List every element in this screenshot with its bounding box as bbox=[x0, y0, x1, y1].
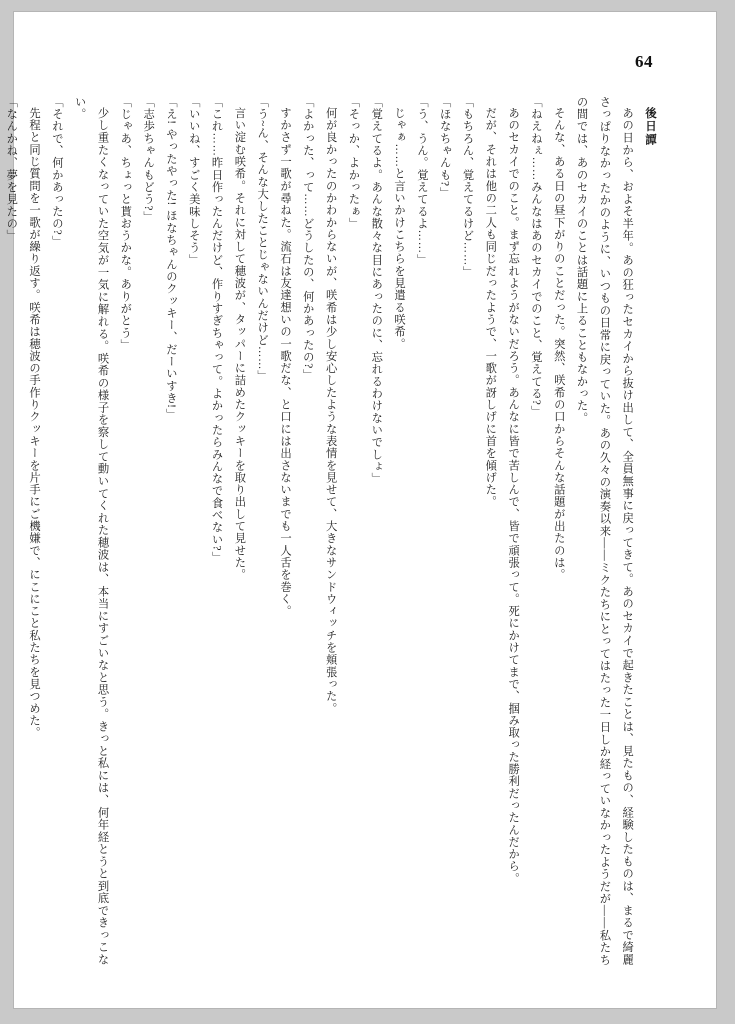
paragraph: あのセカイでのこと。まず忘れようがないだろう。あんなに皆で苦しんで、皆で頑張って。死にかけてまで、掴み取った勝利だったんだから。 bbox=[507, 107, 520, 885]
paragraph: 「これ……昨日作ったんだけど、作りすぎちゃって。よかったらみんなで食べない?」 bbox=[210, 96, 223, 564]
paragraph: 「いいね、すごく美味しそう」 bbox=[187, 96, 200, 267]
paragraph: 「じゃあ、ちょっと貰おうかな。ありがとう」 bbox=[119, 96, 132, 352]
paragraph: 「う、うん。覚えてるよ……」 bbox=[415, 96, 428, 267]
page-number: 64 bbox=[635, 52, 653, 71]
paragraph: そんな、ある日の昼下がりのことだった。突然、咲希の口からそんな話題が出たのは。 bbox=[552, 107, 565, 582]
body-text-column bbox=[5, 96, 661, 966]
paragraph: 「もちろん、覚えてるけど……」 bbox=[461, 96, 474, 279]
paragraph: 「ねえねぇ……みんなはあのセカイでのこと、覚えてる?」 bbox=[529, 96, 542, 418]
paragraph: あの日から、およそ半年。あの狂ったセカイから抜け出して、全員無事に戻ってきて。あのセカイで起きたことは、見たもの、経験したものは、まるで綺麗さっぱりなかったかのように、いつもの日常に戻っていた。あの久々の演奏以来――ミクたちにとってはたった一日しか経っていなかったようだが――私たちの間では、あのセカイのことは話題に上ることもなかった。 bbox=[575, 96, 634, 966]
paragraph: 「それで、何かあったの?」 bbox=[50, 96, 63, 248]
paragraph: 「志歩ちゃんもどう?」 bbox=[142, 96, 155, 224]
paragraph: 「ほなちゃんも?」 bbox=[438, 96, 451, 200]
paragraph: 「よかった、って……どうしたの、何かあったの?」 bbox=[301, 96, 314, 382]
paragraph: すかさず一歌が尋ねた。流石は友達想いの一歌だな、と口には出さないまでも一人舌を巻く。 bbox=[279, 107, 291, 618]
paragraph: 「なんかね、夢を見たの」 bbox=[5, 96, 18, 242]
paragraph: 「え! やったやった! ほなちゃんのクッキー、だーいすき!」 bbox=[164, 96, 177, 421]
paragraph: 先程と同じ質問を一歌が繰り返す。咲希は穂波の手作りクッキーを片手にご機嫌で、にこにこと私たちを見つめた。 bbox=[28, 107, 41, 740]
paragraph: 何が良かったのかわからないが、咲希は少し安心したような表情を見せて、大きなサンドウィッチを頬張った。 bbox=[324, 107, 337, 715]
paragraph: 「そっか、よかったぁ」 bbox=[347, 96, 360, 230]
paragraph: 「覚えてるよ。あんな散々な目にあったのに、忘れるわけないでしょ」 bbox=[370, 96, 383, 485]
paragraph: だが、それは他の二人も同じだったようで、一歌が訝しげに首を傾げた。 bbox=[484, 107, 497, 509]
paragraph: 少し重たくなっていた空気が一気に解れる。咲希の様子を察して動いてくれた穂波は、本当にすごいなと思う。きっと私には、何年経とうと到底できっこない。 bbox=[73, 96, 109, 966]
section-title: 後日譚 bbox=[644, 107, 656, 148]
document-page bbox=[5, 12, 716, 1008]
paragraph: 「う~ん、そんな大したことじゃないんだけど……」 bbox=[256, 96, 269, 383]
paragraph: じゃぁ……と言いかけこちらを見遣る咲希。 bbox=[393, 107, 406, 351]
paragraph: 言い淀む咲希。それに対して穂波が、タッパーに詰めたクッキーを取り出して見せた。 bbox=[233, 107, 246, 582]
